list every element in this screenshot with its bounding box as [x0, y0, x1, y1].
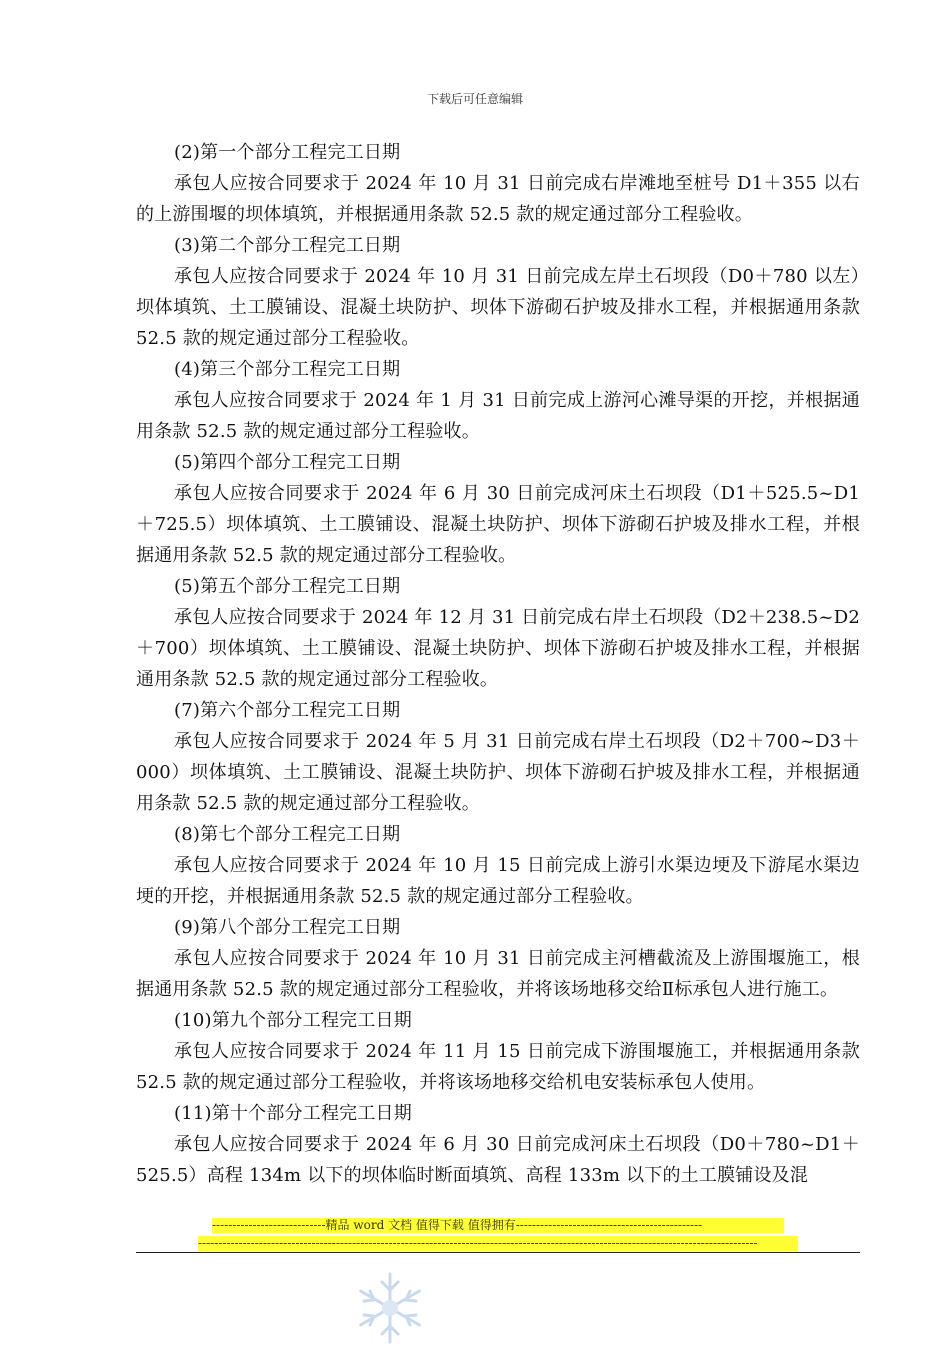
document-body: [136, 137, 860, 1191]
section-heading: (9)第八个部分工程完工日期: [174, 917, 401, 938]
body-paragraph: 承包人应按合同要求于 2024 年 5 月 31 日前完成右岸土石坝段（D2＋700~D3＋000）坝体填筑、土工膜铺设、混凝土块防护、坝体下游砌石护坡及排水工程，并根据通用条款 52.5 款的规定通过部分工程验收。: [136, 731, 860, 814]
section-heading: (11)第十个部分工程完工日期: [174, 1103, 412, 1124]
body-paragraph: 承包人应按合同要求于 2024 年 11 月 15 日前完成下游围堰施工，并根据通用条款 52.5 款的规定通过部分工程验收，并将该场地移交给机电安装标承包人使用。: [136, 1041, 860, 1093]
body-paragraph: 承包人应按合同要求于 2024 年 12 月 31 日前完成右岸土石坝段（D2＋238.5~D2＋700）坝体填筑、土工膜铺设、混凝土块防护、坝体下游砌石护坡及排水工程，并根据通用条款 52.5 款的规定通过部分工程验收。: [136, 607, 860, 690]
body-paragraph: 承包人应按合同要求于 2024 年 10 月 15 日前完成上游引水渠边埂及下游尾水渠边埂的开挖，并根据通用条款 52.5 款的规定通过部分工程验收。: [136, 855, 860, 907]
body-paragraph: 承包人应按合同要求于 2024 年 6 月 30 日前完成河床土石坝段（D0＋780~D1＋525.5）高程 134m 以下的坝体临时断面填筑、高程 133m 以下的土工膜铺设及混: [136, 1134, 860, 1186]
section-heading: (7)第六个部分工程完工日期: [174, 700, 401, 721]
section-heading: (5)第四个部分工程完工日期: [174, 452, 401, 473]
section-heading: (8)第七个部分工程完工日期: [174, 824, 401, 845]
footer-banner: ----------------------------精品 word 文档 值得下载 值得拥有----------------------------------------------: [212, 1218, 784, 1233]
body-paragraph: 承包人应按合同要求于 2024 年 10 月 31 日前完成主河槽截流及上游围堰施工，根据通用条款 52.5 款的规定通过部分工程验收，并将该场地移交给Ⅱ标承包人进行施工。: [136, 948, 860, 1000]
snowflake-icon: [352, 1270, 428, 1346]
section-heading: (4)第三个部分工程完工日期: [174, 359, 401, 380]
section-heading: (3)第二个部分工程完工日期: [174, 235, 401, 256]
footer-dash-line: ------------------------------------------------------------------------------------------------------------------------------------------: [198, 1236, 798, 1251]
body-paragraph: 承包人应按合同要求于 2024 年 10 月 31 日前完成右岸滩地至桩号 D1＋355 以右的上游围堰的坝体填筑，并根据通用条款 52.5 款的规定通过部分工程验收。: [136, 173, 860, 225]
body-paragraph: 承包人应按合同要求于 2024 年 10 月 31 日前完成左岸土石坝段（D0＋780 以左）坝体填筑、土工膜铺设、混凝土块防护、坝体下游砌石护坡及排水工程，并根据通用条款 52.5 款的规定通过部分工程验收。: [136, 266, 860, 349]
body-paragraph: 承包人应按合同要求于 2024 年 6 月 30 日前完成河床土石坝段（D1＋525.5~D1＋725.5）坝体填筑、土工膜铺设、混凝土块防护、坝体下游砌石护坡及排水工程，并根据通用条款 52.5 款的规定通过部分工程验收。: [136, 483, 860, 566]
footer-divider: [136, 1252, 860, 1253]
section-heading: (2)第一个部分工程完工日期: [174, 142, 401, 163]
section-heading: (10)第九个部分工程完工日期: [174, 1010, 412, 1031]
page-header: 下载后可任意编辑: [426, 92, 523, 106]
body-paragraph: 承包人应按合同要求于 2024 年 1 月 31 日前完成上游河心滩导渠的开挖，并根据通用条款 52.5 款的规定通过部分工程验收。: [136, 390, 860, 442]
section-heading: (5)第五个部分工程完工日期: [174, 576, 401, 597]
